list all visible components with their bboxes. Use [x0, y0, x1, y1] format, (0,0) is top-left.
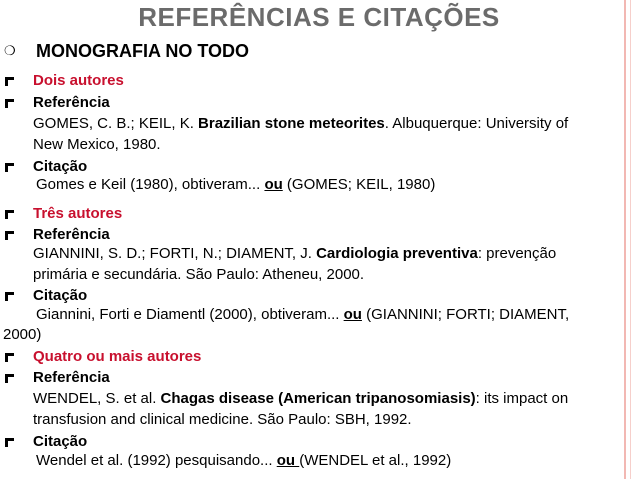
citation-label: Citação — [33, 158, 88, 175]
checkbox-bullet-icon — [5, 210, 14, 219]
citation-text-cont: 2000) — [3, 326, 42, 343]
reference-label: Referência — [33, 226, 110, 243]
checkbox-bullet-icon — [5, 438, 14, 447]
reference-text: WENDEL, S. et al. Chagas disease (American tripanosomiasis): its impact on — [33, 390, 569, 407]
reference-text-cont: primária e secundária. São Paulo: Atheneu, 2000. — [33, 266, 365, 283]
group-label: Dois autores — [33, 72, 124, 89]
reference-text: GIANNINI, S. D.; FORTI, N.; DIAMENT, J. Cardiologia preventiva: prevenção — [33, 245, 557, 262]
checkbox-bullet-icon — [5, 99, 14, 108]
checkbox-bullet-icon — [5, 231, 14, 240]
citation-label: Citação — [33, 433, 88, 450]
reference-text-cont: New Mexico, 1980. — [33, 136, 161, 153]
reference-label: Referência — [33, 94, 110, 111]
checkbox-bullet-icon — [5, 374, 14, 383]
reference-text-cont: transfusion and clinical medicine. São Paulo: SBH, 1992. — [33, 411, 412, 428]
slide-title: REFERÊNCIAS E CITAÇÕES — [138, 2, 500, 32]
checkbox-bullet-icon — [5, 292, 14, 301]
checkbox-bullet-icon — [5, 77, 14, 86]
reference-label: Referência — [33, 369, 110, 386]
citation-text: Wendel et al. (1992) pesquisando... ou (WENDEL et al., 1992) — [36, 452, 452, 469]
checkbox-bullet-icon — [5, 353, 14, 362]
citation-text: Gomes e Keil (1980), obtiveram... ou (GOMES; KEIL, 1980) — [36, 176, 436, 193]
checkbox-bullet-icon — [5, 163, 14, 172]
slide-border — [624, 0, 626, 479]
citation-text: Giannini, Forti e Diamentl (2000), obtiveram... ou (GIANNINI; FORTI; DIAMENT, — [36, 306, 570, 323]
reference-text: GOMES, C. B.; KEIL, K. Brazilian stone meteorites. Albuquerque: University of — [33, 115, 569, 132]
group-label: Quatro ou mais autores — [33, 348, 202, 365]
section-heading: MONOGRAFIA NO TODO — [36, 41, 249, 61]
circle-bullet-icon: ❍ — [4, 43, 16, 58]
group-label: Três autores — [33, 205, 123, 222]
citation-label: Citação — [33, 287, 88, 304]
slide-border-inner — [630, 0, 631, 479]
